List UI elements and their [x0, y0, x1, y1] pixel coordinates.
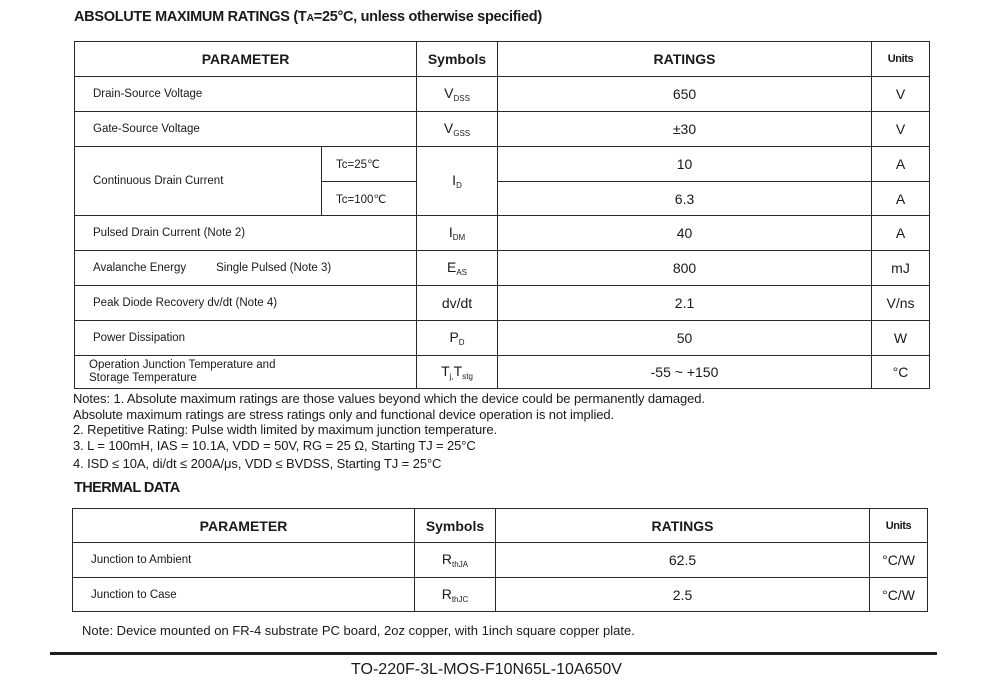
- rating-cell: 650: [498, 77, 872, 112]
- table-header-row: [73, 509, 928, 543]
- symbol-cell: [417, 356, 498, 389]
- symbol-main: I: [452, 172, 457, 188]
- rating-cell: 10: [498, 147, 872, 182]
- note-line: 3. L = 100mH, IAS = 10.1A, VDD = 50V, RG = 25 Ω, Starting TJ = 25°C: [73, 437, 476, 453]
- symbol-subscript: AS: [456, 268, 468, 277]
- rating-cell: 2.5: [496, 578, 870, 612]
- symbol-main-2: T: [453, 363, 463, 379]
- parameter-cell: Junction to Ambient: [73, 543, 415, 578]
- footer: [0, 661, 987, 679]
- table-row: [73, 578, 928, 612]
- parameter-cell: Peak Diode Recovery dv/dt (Note 4): [75, 286, 417, 321]
- parameter-line-1: Operation Junction Temperature and: [89, 359, 276, 371]
- header-symbols: Symbols: [417, 42, 498, 77]
- rating-cell: ±30: [498, 112, 872, 147]
- header-parameter: PARAMETER: [73, 509, 415, 543]
- symbol-subscript: D: [458, 338, 465, 347]
- symbol-cell: [415, 578, 496, 612]
- rating-cell: 40: [498, 216, 872, 251]
- parameter-cell: Junction to Case: [73, 578, 415, 612]
- symbol-main: R: [441, 585, 452, 602]
- symbol-subscript: DM: [452, 233, 466, 242]
- thermal-table: [72, 508, 928, 612]
- thermal-title: THERMAL DATA: [74, 480, 180, 496]
- condition-cell: Tc=100℃: [322, 182, 417, 216]
- table-row: [75, 112, 930, 147]
- rating-cell: 50: [498, 321, 872, 356]
- symbol-main: E: [447, 259, 457, 275]
- table-row: [75, 286, 930, 321]
- table-row: [75, 356, 930, 389]
- parameter-cell: Gate-Source Voltage: [75, 112, 417, 147]
- condition-cell: Tc=25℃: [322, 147, 417, 182]
- symbol-cell: [417, 77, 498, 112]
- rating-cell: 2.1: [498, 286, 872, 321]
- symbol-cell: [417, 321, 498, 356]
- symbol-subscript: thJC: [451, 594, 469, 604]
- symbol-subscript: j,: [449, 372, 454, 381]
- unit-cell: V: [872, 77, 930, 112]
- parameter-cell: Continuous Drain Current: [75, 147, 322, 216]
- symbol-cell: [417, 147, 498, 216]
- note-line: Absolute maximum ratings are stress ratings only and functional device operation is not implied.: [73, 406, 615, 422]
- footer-divider: [50, 652, 937, 655]
- header-parameter: PARAMETER: [75, 42, 417, 77]
- parameter-condition: Single Pulsed (Note 3): [216, 262, 332, 274]
- parameter-cell: [75, 356, 417, 389]
- table-row: [75, 251, 930, 286]
- footer-part-number: TO-220F-3L-MOS-F10N65L-10A650V: [351, 661, 622, 678]
- symbol-cell: [417, 216, 498, 251]
- header-units: Units: [872, 42, 930, 77]
- unit-cell: A: [872, 216, 930, 251]
- note-line: 4. ISD ≤ 10A, di/dt ≤ 200A/μs, VDD ≤ BVDSS, Starting TJ = 25°C: [73, 456, 442, 471]
- table-row: [75, 147, 930, 182]
- parameter-cell: [75, 251, 417, 286]
- symbol-subscript-2: stg: [462, 372, 473, 381]
- symbol-subscript: DSS: [453, 94, 470, 103]
- abs-max-title: [74, 9, 542, 25]
- symbol-cell: [417, 286, 498, 321]
- rating-cell: 62.5: [496, 543, 870, 578]
- unit-cell: °C/W: [870, 543, 928, 578]
- symbol-main: P: [449, 329, 459, 345]
- note-line: Notes: 1. Absolute maximum ratings are those values beyond which the device could be permanently damaged.: [73, 391, 705, 406]
- parameter-line-2: Storage Temperature: [89, 372, 197, 384]
- unit-cell: mJ: [872, 251, 930, 286]
- rating-cell: 6.3: [498, 182, 872, 216]
- unit-cell: V: [872, 112, 930, 147]
- header-ratings: RATINGS: [496, 509, 870, 543]
- unit-cell: °C: [872, 356, 930, 389]
- title-subscript: A: [306, 12, 314, 24]
- table-row: [75, 77, 930, 112]
- table-row: [75, 216, 930, 251]
- table-row: [75, 321, 930, 356]
- unit-cell: V/ns: [872, 286, 930, 321]
- notes-block: [73, 391, 705, 472]
- symbol-cell: [415, 543, 496, 578]
- table-row: [73, 543, 928, 578]
- unit-cell: W: [872, 321, 930, 356]
- unit-cell: A: [872, 147, 930, 182]
- title-text-rest: =25°C, unless otherwise specified): [313, 9, 542, 25]
- header-symbols: Symbols: [415, 509, 496, 543]
- symbol-main: dv/dt: [441, 295, 473, 311]
- rating-cell: -55 ~ +150: [498, 356, 872, 389]
- symbol-main: R: [441, 551, 453, 567]
- thermal-note: Note: Device mounted on FR-4 substrate PC board, 2oz copper, with 1inch square copper plate.: [82, 623, 635, 638]
- parameter-cell: Drain-Source Voltage: [75, 77, 417, 112]
- symbol-main: V: [444, 85, 454, 101]
- header-ratings: RATINGS: [498, 42, 872, 77]
- rating-cell: 800: [498, 251, 872, 286]
- abs-max-table: [74, 41, 930, 389]
- symbol-main: I: [448, 224, 453, 240]
- symbol-main: V: [443, 120, 454, 136]
- symbol-main: T: [441, 363, 450, 379]
- symbol-subscript: GSS: [453, 129, 471, 138]
- parameter-cell: Pulsed Drain Current (Note 2): [75, 216, 417, 251]
- symbol-subscript: D: [456, 181, 462, 190]
- symbol-subscript: thJA: [452, 560, 469, 569]
- unit-cell: A: [872, 182, 930, 216]
- note-line: 2. Repetitive Rating: Pulse width limited by maximum junction temperature.: [73, 422, 497, 437]
- parameter-cell: Power Dissipation: [75, 321, 417, 356]
- header-units: Units: [870, 509, 928, 543]
- symbol-cell: [417, 251, 498, 286]
- title-text: ABSOLUTE MAXIMUM RATINGS (T: [74, 9, 307, 25]
- table-header-row: [75, 42, 930, 77]
- symbol-cell: [417, 112, 498, 147]
- parameter-text: Avalanche Energy: [93, 262, 187, 274]
- unit-cell: °C/W: [870, 578, 928, 612]
